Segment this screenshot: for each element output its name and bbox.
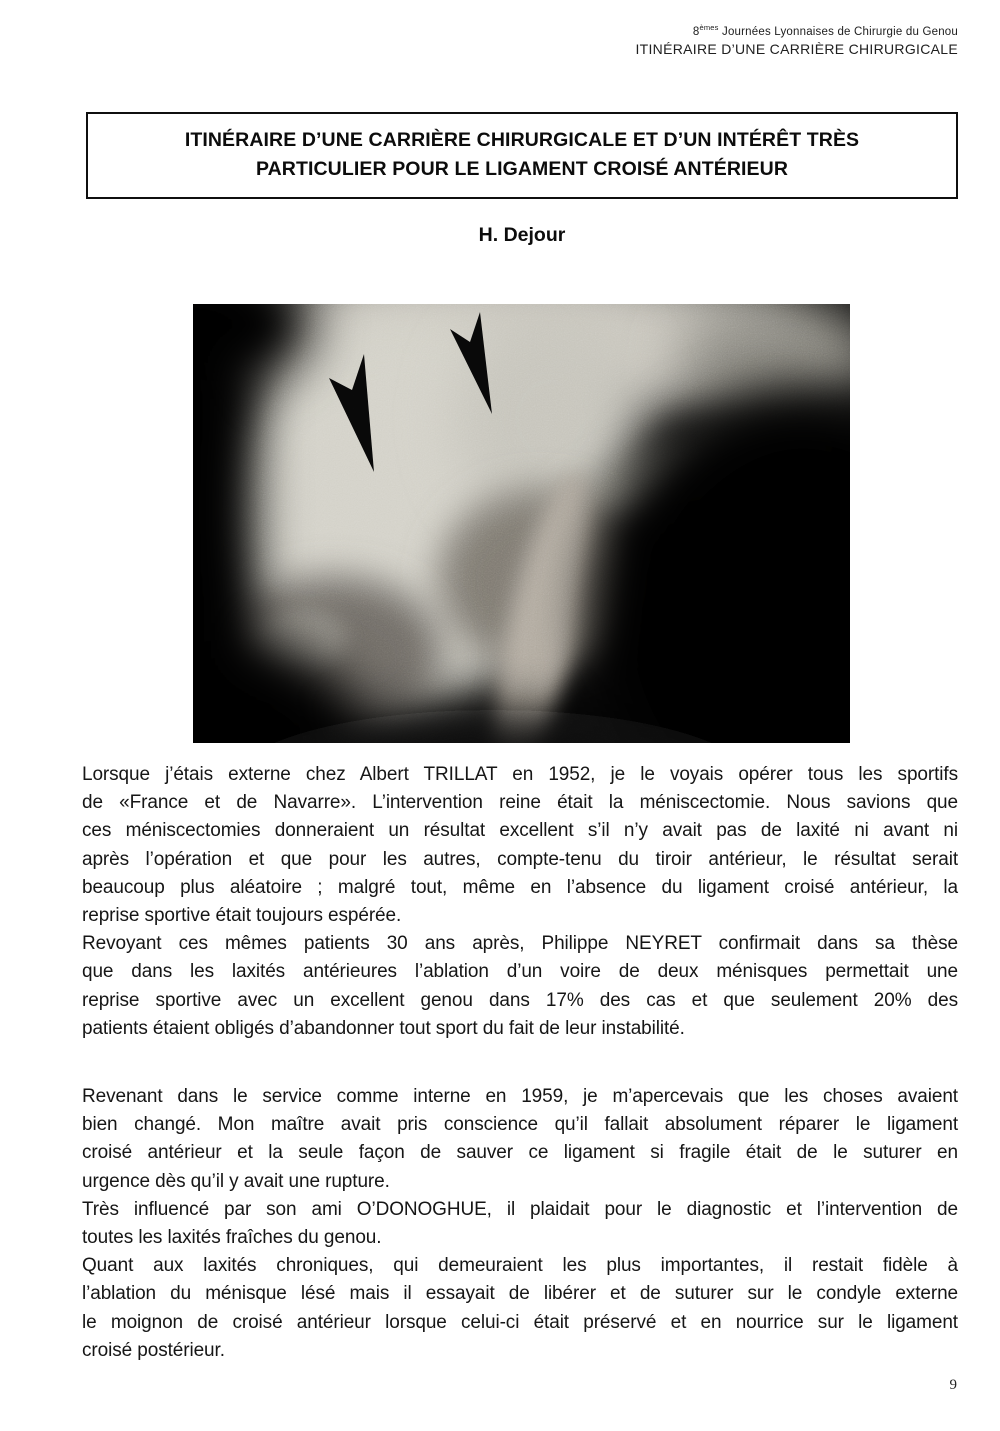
figure-photo bbox=[193, 304, 850, 743]
running-header bbox=[635, 23, 958, 57]
article-title-box bbox=[86, 112, 958, 199]
running-header-chapter: ITINÉRAIRE D’UNE CARRIÈRE CHIRURGICALE bbox=[635, 40, 958, 57]
text-line: Lorsque j’étais externe chez Albert TRILLAT en 1952, je le voyais opérer tous les sportifs bbox=[82, 764, 958, 785]
text-line: bien changé. Mon maître avait pris conscience qu’il fallait absolument réparer le ligament bbox=[82, 1114, 958, 1136]
text-line: beaucoup plus aléatoire ; malgré tout, même en l’absence du ligament croisé antérieur, la bbox=[82, 876, 958, 898]
text-line: urgence dès qu’il y avait une rupture. bbox=[82, 1170, 390, 1192]
text-line: Revoyant ces mêmes patients 30 ans après, Philippe NEYRET confirmait dans sa thèse bbox=[82, 933, 958, 955]
knee-photo-illustration bbox=[193, 304, 850, 743]
text-line: de «France et de Navarre». L’intervention reine était la méniscectomie. Nous savions que bbox=[82, 792, 958, 814]
text-line: le moignon de croisé antérieur lorsque celui-ci était préservé et en nourrice sur le ligament bbox=[82, 1311, 958, 1333]
body-text bbox=[82, 761, 958, 1365]
text-line: reprise sportive avec un excellent genou dans 17% des cas et que seulement 20% des bbox=[82, 989, 958, 1011]
text-line: après l’opération et que pour les autres, compte-tenu du tiroir antérieur, le résultat serait bbox=[82, 848, 958, 870]
running-header-conference: 8èmes Journées Lyonnaises de Chirurgie du Genou bbox=[692, 23, 958, 38]
paragraph-group bbox=[82, 1083, 958, 1365]
text-line: ces méniscectomies donneraient un résultat excellent s’il n’y avait pas de laxité ni avant ni bbox=[82, 820, 958, 842]
text-line: Quant aux laxités chroniques, qui demeuraient les plus importantes, il restait fidèle à bbox=[82, 1255, 958, 1277]
text-line: patients étaient obligés d’abandonner tout sport du fait de leur instabilité. bbox=[82, 1017, 685, 1039]
text-line: toutes les laxités fraîches du genou. bbox=[82, 1227, 382, 1249]
text-line: l’ablation du ménisque lésé mais il essayait de libérer et de suturer sur le condyle externe bbox=[82, 1283, 958, 1305]
text-line: croisé antérieur et la seule façon de sauver ce ligament si fragile était de le suturer en bbox=[82, 1142, 958, 1164]
article-title-line1: ITINÉRAIRE D’UNE CARRIÈRE CHIRURGICALE ET D’UN INTÉRÊT TRÈS bbox=[184, 129, 860, 151]
page-number: 9 bbox=[949, 1377, 957, 1393]
text-line: Revenant dans le service comme interne en 1959, je m’apercevais que les choses avaient bbox=[82, 1086, 958, 1108]
text-line: croisé postérieur. bbox=[82, 1339, 225, 1361]
paragraph-group bbox=[82, 761, 958, 1043]
text-line: Très influencé par son ami O’DONOGHUE, il plaidait pour le diagnostic et l’intervention de bbox=[82, 1198, 958, 1220]
text-line: reprise sportive était toujours espérée. bbox=[82, 905, 402, 927]
text-line: que dans les laxités antérieures l’ablation d’un voire de deux ménisques permettait une bbox=[82, 961, 958, 983]
article-title-line2: PARTICULIER POUR LE LIGAMENT CROISÉ ANTÉRIEUR bbox=[255, 158, 789, 180]
author-name: H. Dejour bbox=[478, 224, 566, 246]
